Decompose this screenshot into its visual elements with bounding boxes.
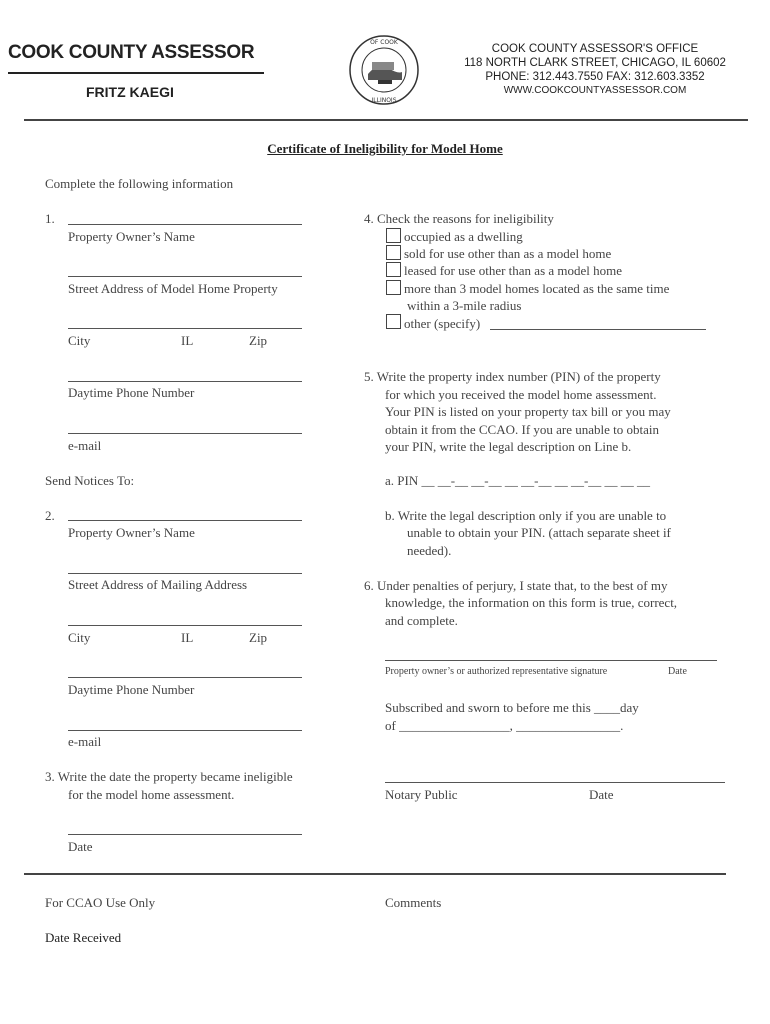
city-label: City	[68, 333, 91, 348]
email-2-label: e-mail	[68, 734, 102, 749]
section-5-line: your PIN, write the legal description on Line b.	[385, 439, 632, 454]
owner-name-field[interactable]	[68, 224, 302, 225]
ineligible-date-field[interactable]	[68, 834, 302, 835]
checkbox-occupied[interactable]	[386, 228, 401, 243]
phone-label: Daytime Phone Number	[68, 385, 195, 400]
section-5b-line-1: b. Write the legal description only if you are unable to	[385, 508, 667, 523]
checkbox-leased[interactable]	[386, 262, 401, 277]
pin-field[interactable]: a. PIN __ __-__ __-__ __ __-__ __ __-__ __ __ __	[385, 473, 651, 488]
section-6-line-3: and complete.	[385, 613, 458, 628]
street-model-field[interactable]	[68, 276, 302, 277]
state-label: IL	[181, 333, 194, 348]
option-other-label: other (specify)	[404, 316, 481, 331]
phone-2-field[interactable]	[68, 677, 302, 678]
owner-name-2-field[interactable]	[68, 520, 302, 521]
ccao-use-label: For CCAO Use Only	[45, 895, 156, 910]
signature-field[interactable]	[385, 660, 717, 661]
section-5-line: Your PIN is listed on your property tax bill or you may	[385, 404, 671, 419]
city-zip-field[interactable]	[68, 328, 302, 329]
section-3-line-2: for the model home assessment.	[68, 787, 235, 802]
email-field[interactable]	[68, 433, 302, 434]
owner-name-label: Property Owner’s Name	[68, 229, 195, 244]
header-divider	[24, 119, 748, 121]
ineligible-date-label: Date	[68, 839, 93, 854]
phone-2-label: Daytime Phone Number	[68, 682, 195, 697]
checkbox-sold[interactable]	[386, 245, 401, 260]
office-website: WWW.COOKCOUNTYASSESSOR.COM	[503, 85, 687, 96]
zip-2-label: Zip	[249, 630, 268, 645]
org-title: COOK COUNTY ASSESSOR	[8, 42, 255, 63]
notary-date-label: Date	[589, 787, 614, 802]
assessor-name: FRITZ KAEGI	[86, 84, 174, 100]
form-title: Certificate of Ineligibility for Model Home	[267, 141, 503, 156]
section-4-title: 4. Check the reasons for ineligibility	[364, 211, 554, 226]
email-2-field[interactable]	[68, 730, 302, 731]
mailing-address-label: Street Address of Mailing Address	[68, 577, 248, 592]
instructions: Complete the following information	[45, 176, 234, 191]
office-contact-block	[455, 42, 735, 98]
section-3-line-1: 3. Write the date the property became ineligible	[45, 769, 293, 784]
section-6-line-1: 6. Under penalties of perjury, I state that, to the best of my	[364, 578, 668, 593]
option-leased-label: leased for use other than as a model home	[404, 263, 623, 278]
footer-divider	[24, 873, 726, 875]
section-5b-line-2: unable to obtain your PIN. (attach separate sheet if	[407, 525, 671, 540]
section-5-line: for which you received the model home assessment.	[385, 386, 657, 402]
sworn-line-1: Subscribed and sworn to before me this ____day	[385, 700, 639, 715]
checkbox-other[interactable]	[386, 314, 401, 329]
option-more-than-3-label-cont: within a 3-mile radius	[407, 298, 522, 313]
section-5-line: obtain it from the CCAO. If you are unable to obtain	[385, 421, 660, 437]
section-5-text	[364, 368, 671, 456]
svg-text:ILLINOIS: ILLINOIS	[371, 97, 397, 104]
signature-date-label: Date	[668, 666, 687, 677]
signature-label: Property owner’s or authorized representative signature	[385, 666, 608, 677]
zip-label: Zip	[249, 333, 268, 348]
mailing-address-field[interactable]	[68, 573, 302, 574]
checkbox-more-than-3[interactable]	[386, 280, 401, 295]
city-zip-2-field[interactable]	[68, 625, 302, 626]
send-notices-heading: Send Notices To:	[45, 473, 135, 488]
other-specify-field[interactable]	[490, 329, 706, 330]
date-received-label: Date Received	[45, 930, 122, 945]
notary-label: Notary Public	[385, 787, 458, 802]
county-seal-icon	[348, 34, 420, 106]
option-occupied-label: occupied as a dwelling	[404, 229, 523, 244]
office-phone-fax: PHONE: 312.443.7550 FAX: 312.603.3352	[485, 71, 705, 83]
office-name: COOK COUNTY ASSESSOR'S OFFICE	[491, 43, 699, 55]
email-label: e-mail	[68, 438, 102, 453]
section-2-number: 2.	[45, 508, 55, 523]
owner-name-2-label: Property Owner’s Name	[68, 525, 195, 540]
city-2-label: City	[68, 630, 91, 645]
option-more-than-3-label: more than 3 model homes located as the same time	[404, 281, 670, 296]
section-1-number: 1.	[45, 211, 55, 226]
comments-label: Comments	[385, 895, 442, 910]
section-5b-line-3: needed).	[407, 543, 452, 558]
section-6-line-2: knowledge, the information on this form is true, correct,	[385, 595, 678, 610]
svg-text:OF COOK: OF COOK	[370, 39, 398, 46]
section-5-line: 5. Write the property index number (PIN) of the property	[364, 369, 661, 384]
sworn-line-2: of _________________, ________________.	[385, 718, 624, 733]
notary-signature-field[interactable]	[385, 782, 725, 783]
title-underline	[8, 72, 264, 74]
office-address: 118 NORTH CLARK STREET, CHICAGO, IL 60602	[464, 57, 726, 69]
street-model-label: Street Address of Model Home Property	[68, 281, 278, 296]
option-sold-label: sold for use other than as a model home	[404, 246, 612, 261]
state-2-label: IL	[181, 630, 194, 645]
phone-field[interactable]	[68, 381, 302, 382]
